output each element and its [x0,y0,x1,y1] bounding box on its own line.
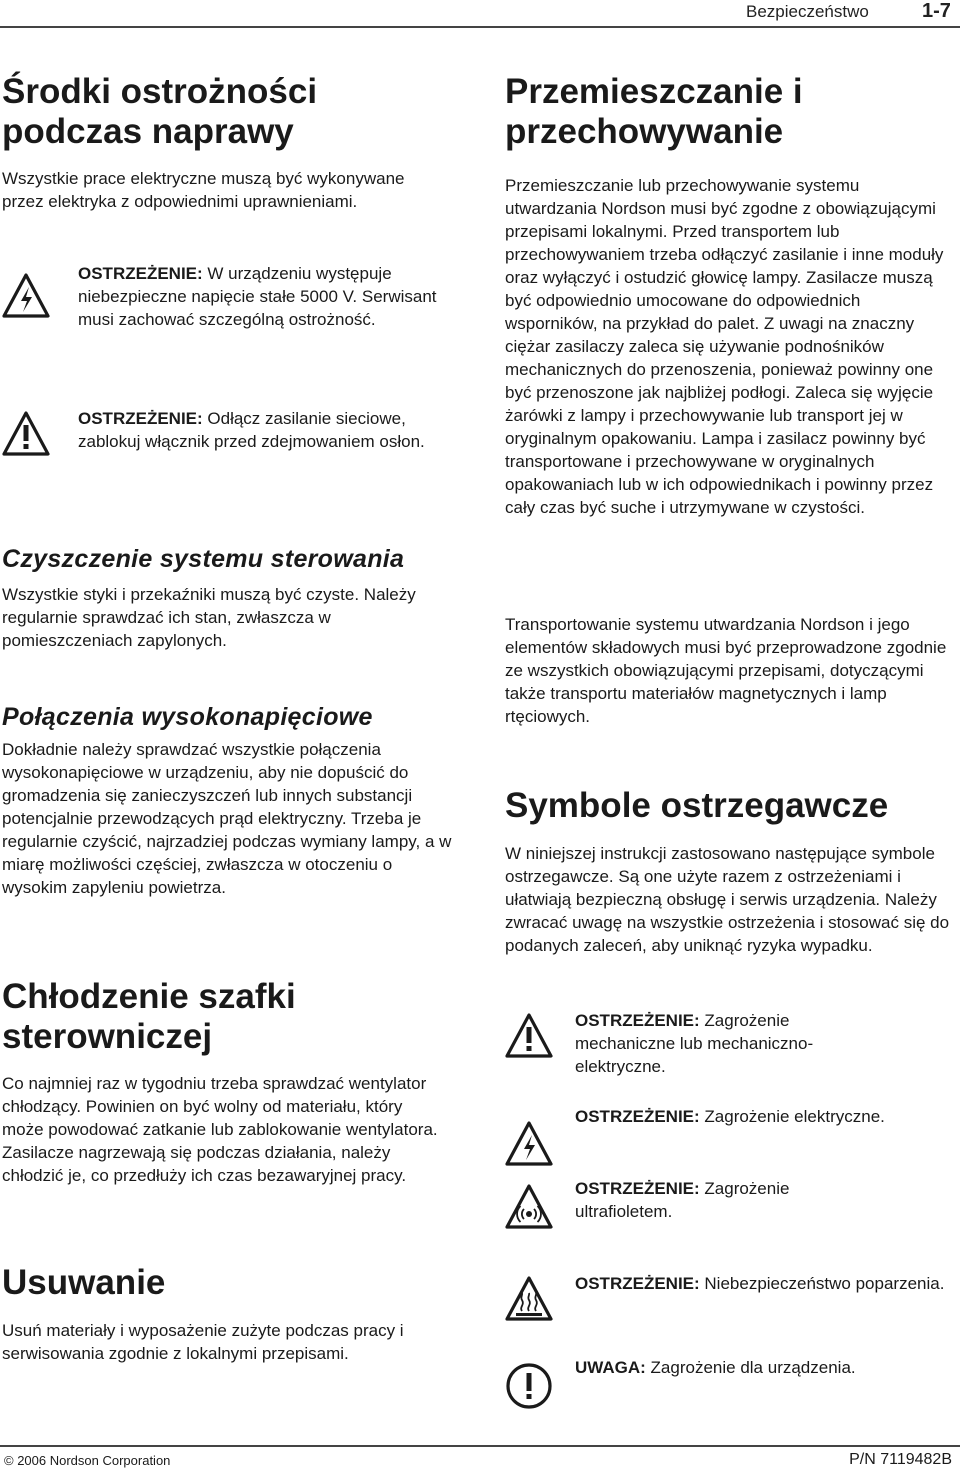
electrical-hazard-icon [505,1120,553,1168]
warning-text: Zagrożenie ultrafioletem. [575,1179,790,1221]
repair-warning-disconnect [2,407,462,482]
caution-circle-icon [505,1362,553,1410]
electrical-hazard-icon [2,272,50,320]
warning-label: OSTRZEŻENIE: [575,1011,700,1030]
warning-text: Zagrożenie mechaniczne lub mechaniczno-elektryczne. [575,1011,814,1076]
warning-text: W urządzeniu występuje niebezpieczne napięcie stałe 5000 V. Serwisant musi zachować szczególną ostrożność. [78,264,437,329]
warning-label: OSTRZEŻENIE: [575,1274,700,1293]
ultraviolet-hazard-icon [505,1183,553,1231]
caution-text: Zagrożenie dla urządzenia. [645,1358,856,1377]
footer-rule [0,1445,960,1447]
warning-label: OSTRZEŻENIE: [575,1179,700,1198]
warning-label: OSTRZEŻENIE: [78,409,203,428]
symbols-title: Symbole ostrzegawcze [505,786,889,825]
repair-warning-voltage [2,262,462,362]
symbols-body: W niniejszej instrukcji zastosowano następujące symbole ostrzegawcze. Są one użyte razem z ostrzeżeniami i ułatwiają bezpieczną obsługę i serwis urządzenia. Należy zwracać uwagę na wszystkie ostrzeżenia i stosować się do podanych zaleceń, aby uniknąć ryzyka wypadku. [505,844,950,955]
disposal-body: Usuń materiały i wyposażenie zużyte podczas pracy i serwisowania zgodnie z lokalnymi przepisami. [2,1321,404,1363]
repair-body: Wszystkie prace elektryczne muszą być wykonywane przez elektryka z odpowiednimi uprawnieniami. [2,169,405,211]
cooling-title: Chłodzenie szafki sterowniczej [2,977,296,1056]
symbol-row-electrical [505,1105,955,1160]
page-header [0,0,960,26]
transport-body-2: Transportowanie systemu utwardzania Nordson i jego elementów składowych musi być przeprowadzone zgodnie ze wszystkich obowiązującymi przepisami, dotyczącymi także transportu materiałów magnetycznych i lamp rtęciowych. [505,615,947,726]
warning-text: Odłącz zasilanie sieciowe, zablokuj włącznik przed zdejmowaniem osłon. [78,409,425,451]
warning-label: OSTRZEŻENIE: [78,264,203,283]
header-section: Bezpieczeństwo [746,2,869,21]
general-warning-icon [505,1012,553,1060]
symbol-row-burn [505,1272,955,1332]
repair-title: Środki ostrożności podczas naprawy [2,72,318,151]
part-number: P/N 7119482B [849,1451,952,1468]
header-rule [0,26,960,28]
transport-title: Przemieszczanie i przechowywanie [505,72,803,151]
symbol-row-ultraviolet [505,1177,955,1237]
hv-title: Połączenia wysokonapięciowe [2,703,373,731]
warning-label: OSTRZEŻENIE: [575,1107,700,1126]
warning-text: Niebezpieczeństwo poparzenia. [699,1274,945,1293]
cleaning-body: Wszystkie styki i przekaźniki muszą być czyste. Należy regularnie sprawdzać ich stan, zwłaszcza w pomieszczeniach zapylonych. [2,585,416,650]
hv-body: Dokładnie należy sprawdzać wszystkie połączenia wysokonapięciowe w urządzeniu, aby nie dopuścić do gromadzenia się zanieczyszczeń lub innych substancji potencjalnie przewodzących prąd elektryczny. Trzeba je regularnie czyścić, najrzadziej podczas wymiany lampy, a w miarę możliwości częściej, zwłaszcza w otoczeniu o wysokim zapyleniu powietrza. [2,740,452,897]
copyright: © 2006 Nordson Corporation [4,1453,171,1468]
general-warning-icon [2,410,50,458]
hot-surface-icon [505,1275,553,1323]
warning-text: Zagrożenie elektryczne. [699,1107,885,1126]
cooling-body: Co najmniej raz w tygodniu trzeba sprawdzać wentylator chłodzący. Powinien on być wolny od materiału, który może powodować zatkanie lub zablokowanie wentylatora. Zasilacze nagrzewają się podczas działania, należy chłodzić je, co przedłuży ich czas bezawaryjnej pracy. [2,1074,438,1185]
caution-label: UWAGA: [575,1358,646,1377]
symbol-row-caution [505,1356,955,1416]
page-footer [0,1445,960,1469]
transport-body-1: Przemieszczanie lub przechowywanie systemu utwardzania Nordson musi być zgodne z obowiązującymi przepisami lokalnymi. Przed transportem lub przechowywaniem trzeba odłączyć zasilanie i inne moduły oraz wyłączyć i ostudzić głowicę lampy. Zasilacze muszą być odpowiednio umocowane do odpowiednich wsporników, na przykład do palet. Z uwagi na znaczny ciężar zasilaczy zaleca się używanie podnośników mechanicznych do przenoszenia, ponieważ powinny one być przenoszone jak najbliżej podłogi. Zaleca się wyjęcie żarówki z lampy i przechowywanie lub transport jej w oryginalnym opakowaniu. Lampa i zasilacz powinny być transportowane i przechowywane w oryginalnych opakowaniach lub w ich odpowiednikach i powinny przez cały czas być suche i utrzymywane w czystości. [505,176,944,517]
page-number: 1-7 [922,0,951,22]
disposal-title: Usuwanie [2,1263,166,1302]
cleaning-title: Czyszczenie systemu sterowania [2,545,405,573]
symbol-row-mechanical [505,1009,955,1084]
